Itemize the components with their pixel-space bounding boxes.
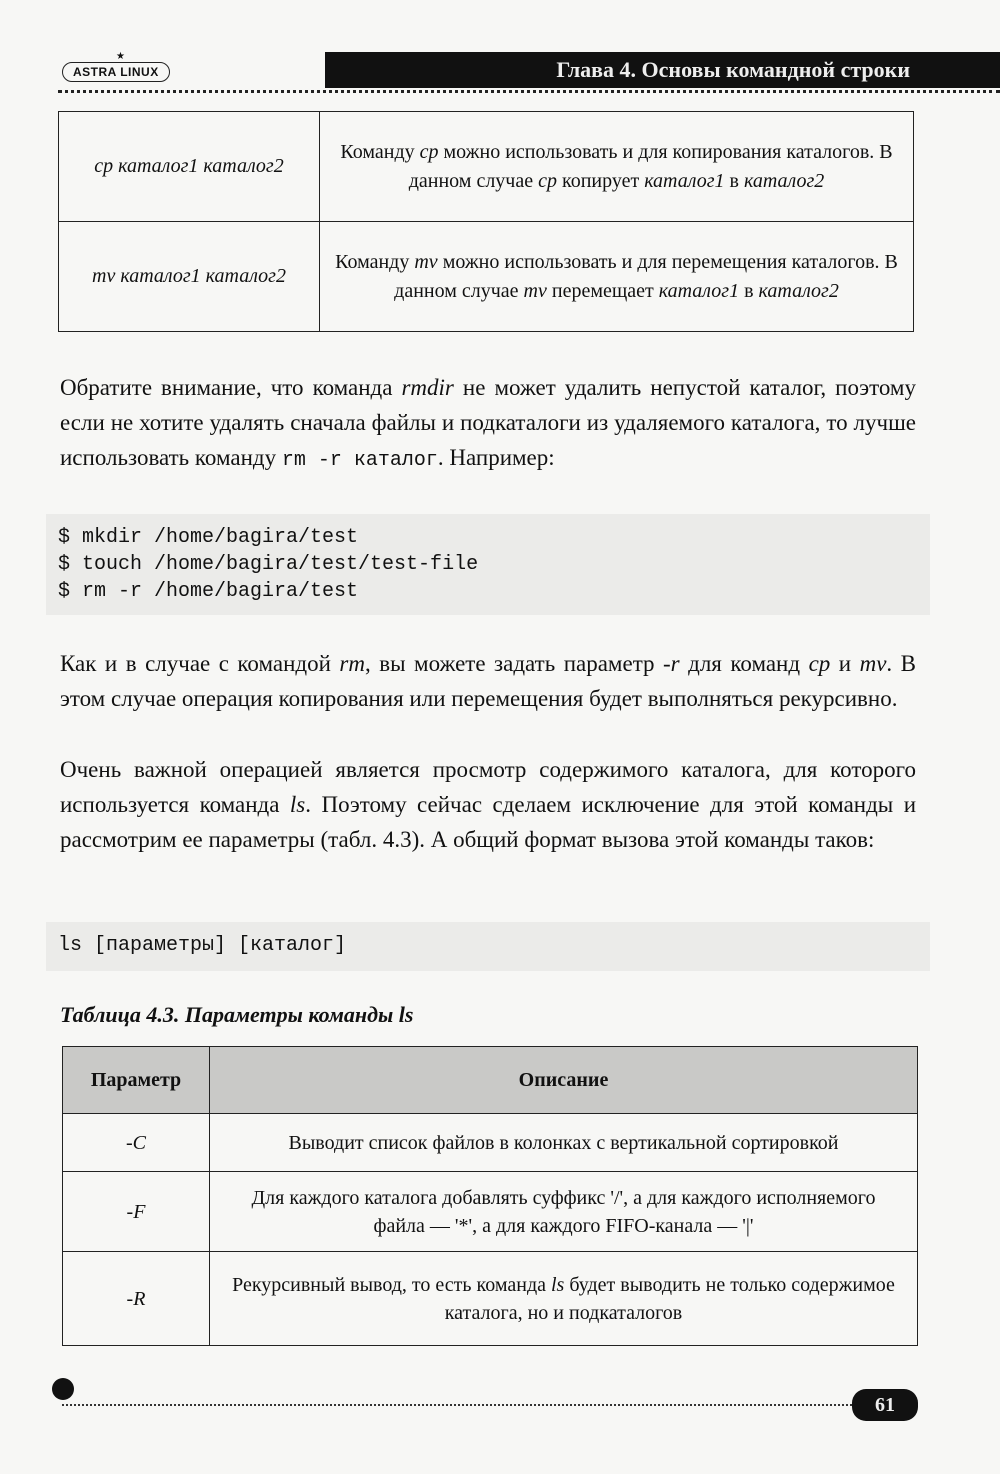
header-divider — [58, 90, 1000, 93]
code-block — [46, 514, 930, 615]
description-cell: Рекурсивный вывод, то есть команда ls будет выводить не только содержимое каталога, но и подкаталогов — [210, 1252, 918, 1346]
column-header: Описание — [210, 1047, 918, 1114]
astra-linux-logo: ASTRA LINUX — [62, 62, 170, 82]
column-header: Параметр — [63, 1047, 210, 1114]
table-row — [59, 222, 914, 332]
paragraph-recursive: Как и в случае с командой rm, вы можете задать параметр -r для команд cp и mv. В этом случае операция копирования или перемещения будет выполняться рекурсивно. — [60, 651, 916, 711]
code-line: $ rm -r /home/bagira/test — [58, 580, 359, 603]
code-line: ls [параметры] [каталог] — [58, 934, 347, 957]
star-icon: ★ — [116, 51, 125, 62]
table-row — [63, 1114, 918, 1172]
command-cell: cp каталог1 каталог2 — [59, 112, 320, 222]
description-cell: Команду mv можно использовать и для перемещения каталогов. В данном случае mv перемещает каталог1 в каталог2 — [320, 222, 914, 332]
code-block-ls-format — [46, 922, 930, 971]
paragraph-rmdir: Обратите внимание, что команда rmdir не может удалить непустой каталог, поэтому если не хотите удалять сначала файлы и подкаталоги из удаляемого каталога, то лучше использовать команду rm -r каталог. Например: — [60, 375, 916, 472]
table-row — [63, 1252, 918, 1346]
param-cell: -R — [63, 1252, 210, 1346]
code-line: $ touch /home/bagira/test/test-file — [58, 553, 479, 576]
description-cell: Для каждого каталога добавлять суффикс '/', а для каждого исполняемого файла — '*', а для каждого FIFO-канала — '|' — [210, 1172, 918, 1252]
paragraph-ls: Очень важной операцией является просмотр содержимого каталога, для которого используется команда ls. Поэтому сейчас сделаем исключение для этой команды и рассмотрим ее параметры (табл. 4.3). А общий формат вызова этой команды таков: — [60, 757, 917, 852]
param-cell: -F — [63, 1172, 210, 1252]
bullet-dot-icon — [52, 1378, 74, 1400]
ls-params-table — [62, 1046, 918, 1346]
code-line: $ mkdir /home/bagira/test — [58, 526, 359, 549]
table-header-row — [63, 1047, 918, 1114]
command-cell: mv каталог1 каталог2 — [59, 222, 320, 332]
description-cell: Выводит список файлов в колонках с вертикальной сортировкой — [210, 1114, 918, 1172]
chapter-title: Глава 4. Основы командной строки — [325, 52, 1000, 88]
footer-divider — [62, 1404, 852, 1406]
param-cell: -C — [63, 1114, 210, 1172]
page-number: 61 — [852, 1389, 918, 1421]
table-row — [59, 112, 914, 222]
description-cell: Команду cp можно использовать и для копирования каталогов. В данном случае cp копирует каталог1 в каталог2 — [320, 112, 914, 222]
table-row — [63, 1172, 918, 1252]
table-caption: Таблица 4.3. Параметры команды ls — [60, 1002, 414, 1027]
commands-table — [58, 111, 914, 332]
